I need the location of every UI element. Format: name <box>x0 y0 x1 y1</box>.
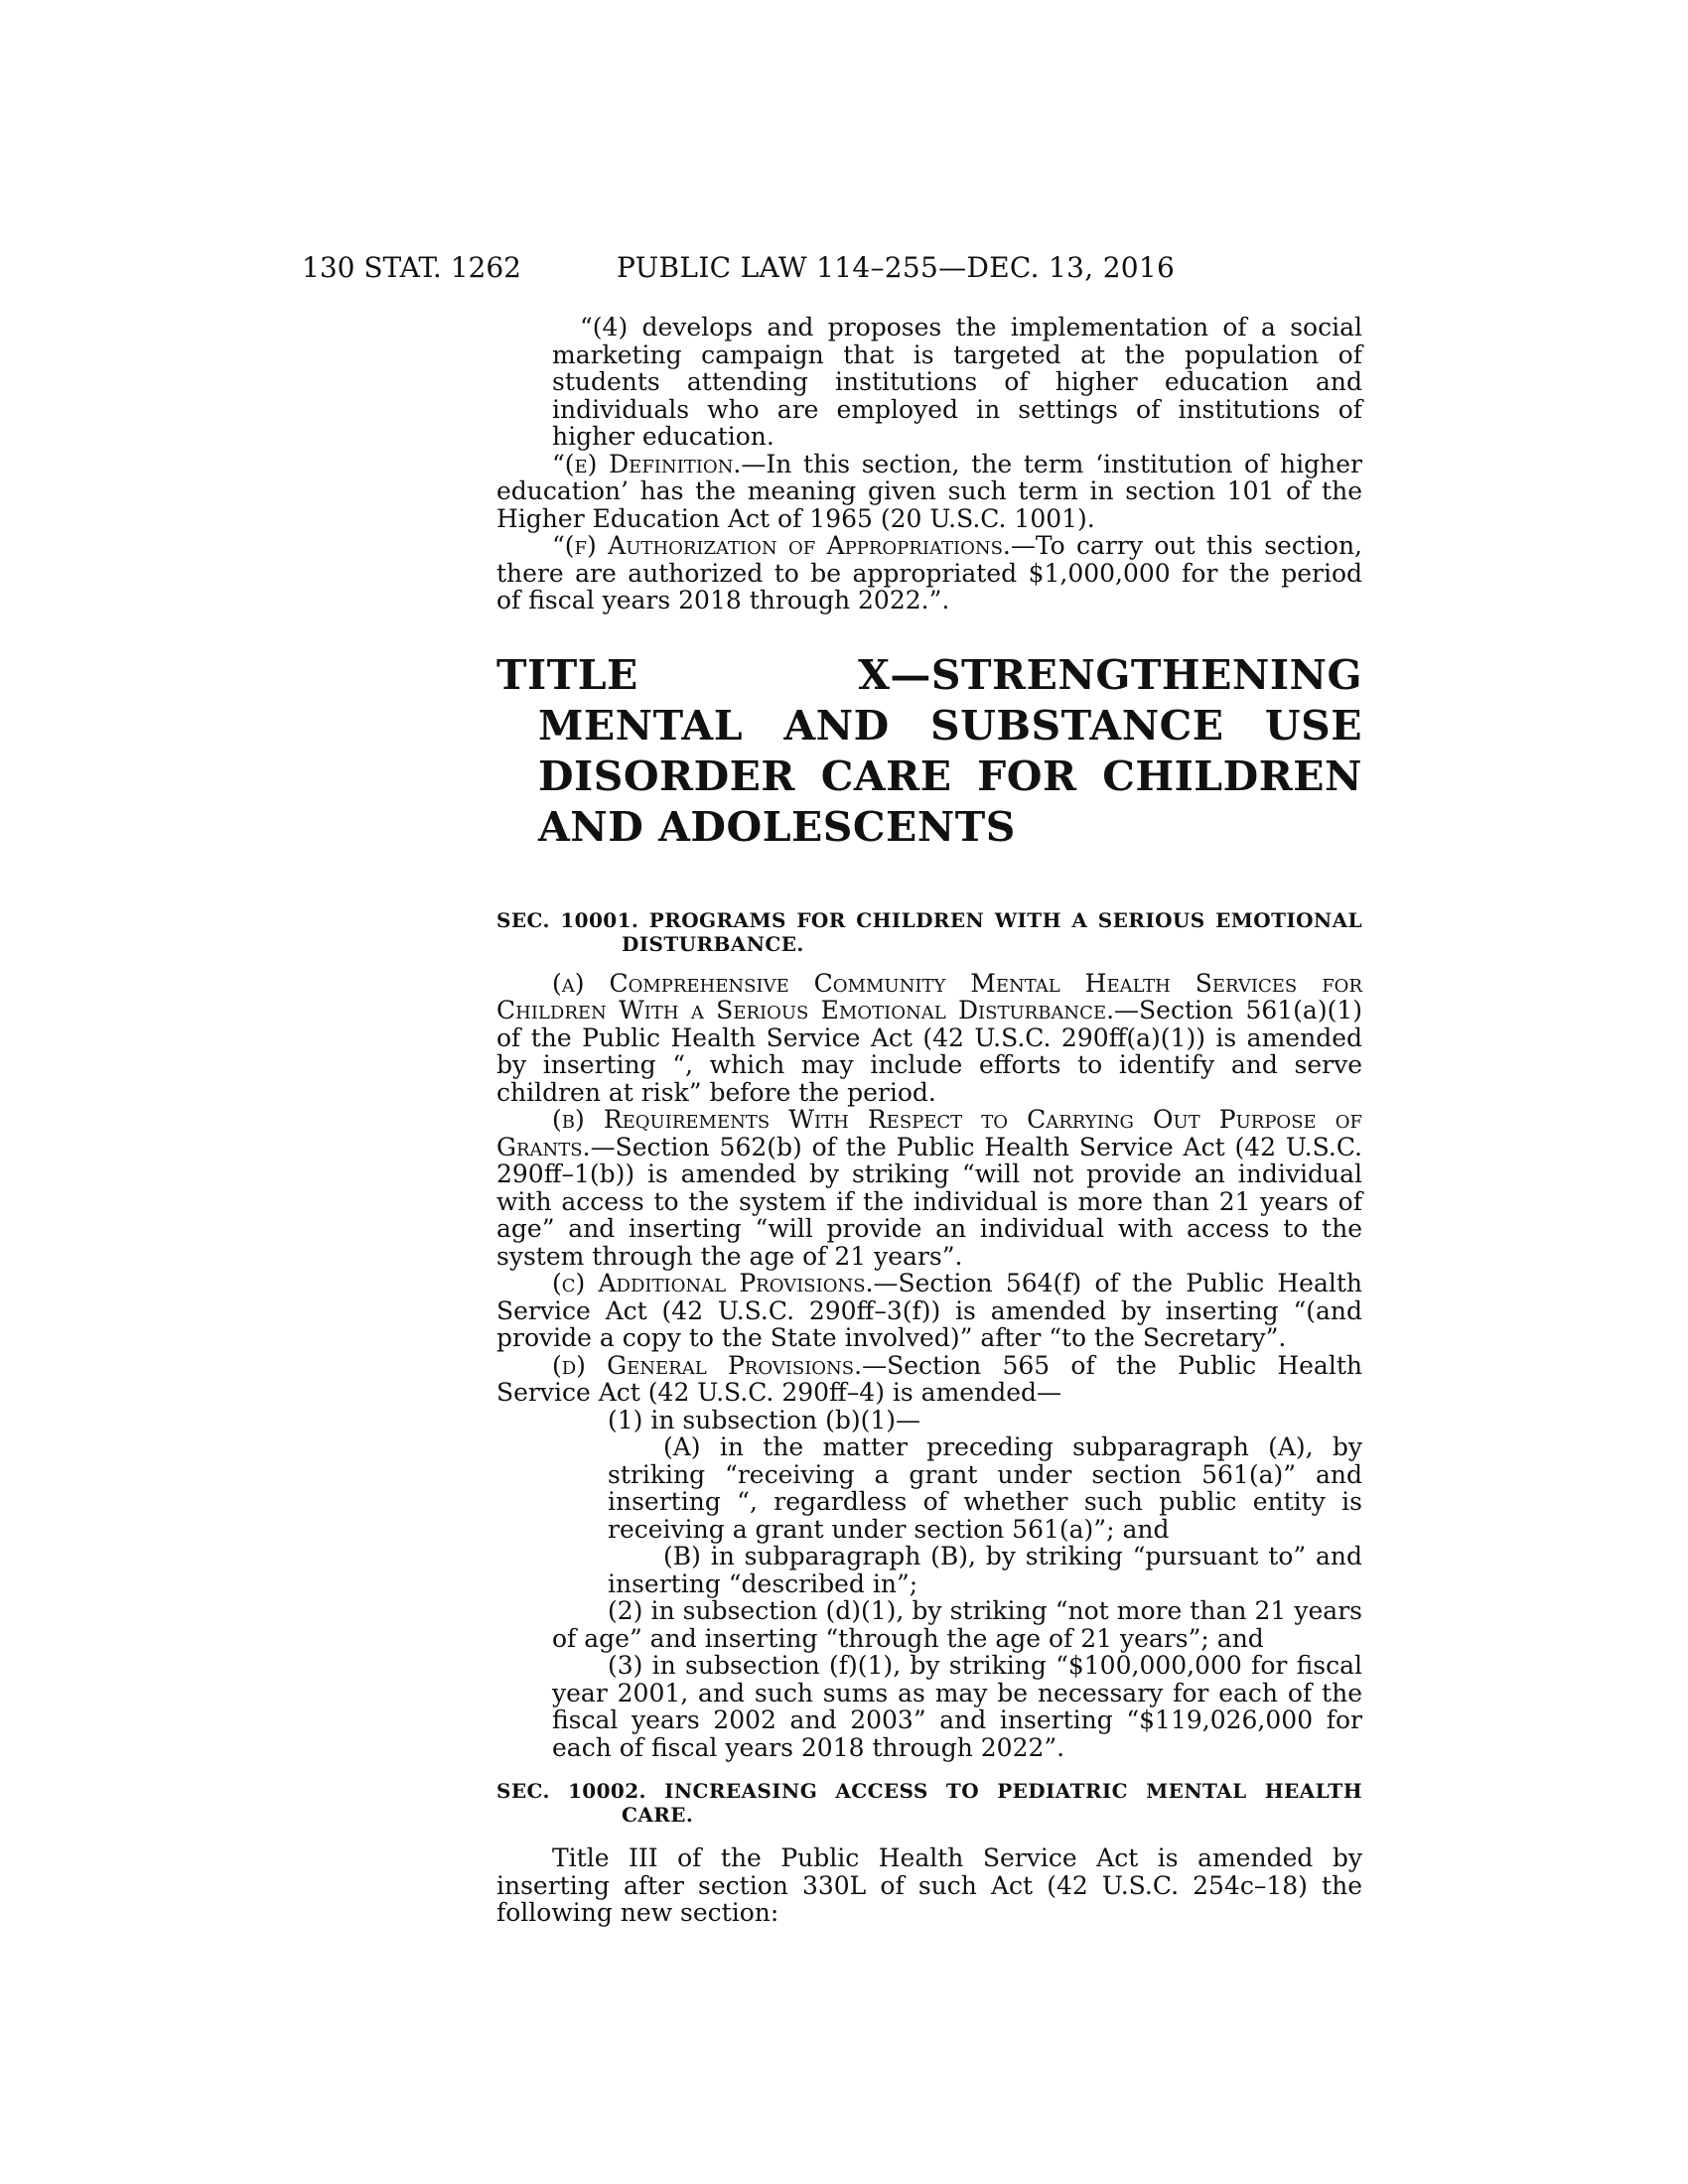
item-2-text: (2) in subsection (d)(1), by striking “not more than 21 years of age” and inserting “through the age of 21 years”; and <box>552 1596 1362 1653</box>
subsection-a-text: —Section 561(a)(1) of the Public Health Service Act (42 U.S.C. 290ff(a)(1)) is amended by inserting “, which may include efforts to identify and serve children at risk” before the period. <box>496 996 1362 1107</box>
subsection-d-heading: (d) General Provisions. <box>552 1350 863 1380</box>
item-2 <box>496 1597 1362 1652</box>
stat-citation: 130 STAT. 1262 <box>302 251 521 284</box>
item-1-b-text: (B) in subparagraph (B), by striking “pursuant to” and inserting “described in”; <box>608 1542 1362 1598</box>
section-10002-heading: SEC. 10002. INCREASING ACCESS TO PEDIATRIC MENTAL HEALTH CARE. <box>496 1779 1362 1827</box>
paragraph-e <box>496 451 1362 533</box>
section-10002-text: Title III of the Public Health Service Act is amended by inserting after section 330L of such Act (42 U.S.C. 254c–18) the following new section: <box>496 1843 1362 1927</box>
running-head <box>302 248 1215 288</box>
subsection-d-text: —Section 565 of the Public Health Service Act (42 U.S.C. 290ff–4) is amended— <box>496 1350 1362 1407</box>
paragraph-f <box>496 532 1362 614</box>
paragraph-f-text: —To carry out this section, there are authorized to be appropriated $1,000,000 for the period of fiscal years 2018 through 2022.”. <box>496 531 1362 614</box>
paragraph-f-heading: “(f) Authorization of Appropriations. <box>552 531 1011 560</box>
section-10001-heading: SEC. 10001. PROGRAMS FOR CHILDREN WITH A SERIOUS EMOTIONAL DISTURBANCE. <box>496 907 1362 956</box>
paragraph-e-text: —In this section, the term ‘institution of higher education’ has the meaning given such term in section 101 of the Higher Education Act of 1965 (20 U.S.C. 1001). <box>496 449 1362 533</box>
item-1 <box>496 1407 1362 1434</box>
subsection-c-heading: (c) Additional Provisions. <box>552 1269 874 1297</box>
item-1-b <box>496 1543 1362 1597</box>
paragraph-4 <box>496 314 1362 451</box>
subsection-c-text: —Section 564(f) of the Public Health Service Act (42 U.S.C. 290ff–3(f)) is amended by inserting “(and provide a copy to the State involved)” after “to the Secretary”. <box>496 1269 1362 1352</box>
subsection-b-text: —Section 562(b) of the Public Health Service Act (42 U.S.C. 290ff–1(b)) is amended by striking “will not provide an individual with access to the system if the individual is more than 21 years of age” and inserting “will provide an individual with access to the system through the age of 21 years”. <box>496 1132 1362 1271</box>
subsection-c <box>496 1270 1362 1352</box>
paragraph-e-heading: “(e) Definition. <box>552 449 742 478</box>
item-3 <box>496 1652 1362 1761</box>
subsection-b <box>496 1106 1362 1270</box>
item-1-a <box>496 1433 1362 1543</box>
law-title: PUBLIC LAW 114–255—DEC. 13, 2016 <box>617 251 1176 284</box>
title-heading: TITLE X—STRENGTHENING MENTAL AND SUBSTANCE USE DISORDER CARE FOR CHILDREN AND ADOLESCENTS <box>496 650 1362 851</box>
subsection-a <box>496 970 1362 1107</box>
subsection-a-heading: (a) Comprehensive Community Mental Health Services for Children With a Serious Emotional Disturbance. <box>496 968 1362 1024</box>
item-3-text: (3) in subsection (f)(1), by striking “$100,000,000 for fiscal year 2001, and such sums as may be necessary for each of the fiscal years 2002 and 2003” and inserting “$119,026,000 for each of fiscal years 2018 through 2022”. <box>552 1651 1362 1762</box>
item-1-a-text: (A) in the matter preceding subparagraph (A), by striking “receiving a grant under section 561(a)” and inserting “, regardless of whether such public entity is receiving a grant under section 561(a)”; and <box>608 1433 1362 1544</box>
paragraph-4-text: “(4) develops and proposes the implementation of a social marketing campaign that is targeted at the population of students attending institutions of higher education and individuals who are employed in settings of institutions of higher education. <box>552 313 1362 451</box>
subsection-d <box>496 1352 1362 1407</box>
document-body <box>496 314 1362 1927</box>
subsection-b-heading: (b) Requirements With Respect to Carrying Out Purpose of Grants. <box>496 1105 1362 1161</box>
section-10002-paragraph <box>496 1844 1362 1927</box>
item-1-text: (1) in subsection (b)(1)— <box>608 1405 921 1434</box>
